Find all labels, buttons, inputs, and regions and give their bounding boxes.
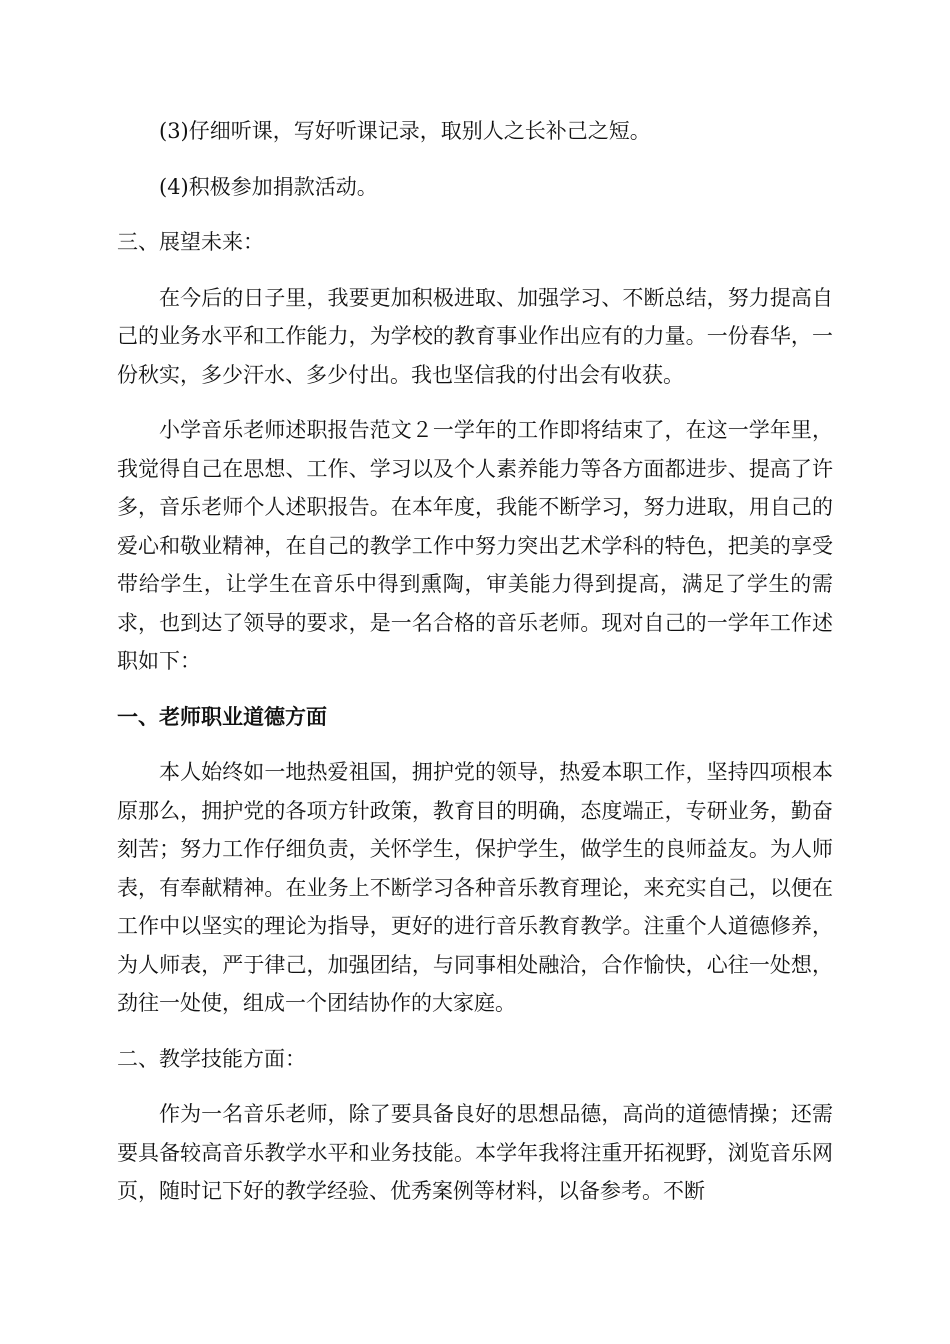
paragraph-report-intro: 小学音乐老师述职报告范文２一学年的工作即将结束了，在这一学年里，我觉得自己在思想、工作、学习以及个人素养能力等各方面都进步、提高了许多，音乐老师个人述职报告。在本年度，我能不断学习，努力进取，用自己的爱心和敬业精神，在自己的教学工作中努力突出艺术学科的特色，把美的享受带给学生，让学生在音乐中得到熏陶，审美能力得到提高，满足了学生的需求，也到达了领导的要求，是一名合格的音乐老师。现对自己的一学年工作述职如下：: [117, 418, 833, 673]
paragraph-ethics: 本人始终如一地热爱祖国，拥护党的领导，热爱本职工作，坚持四项根本原那么，拥护党的各项方针政策，教育目的明确，态度端正，专研业务，勤奋刻苦；努力工作仔细负责，关怀学生，保护学生，做学生的良师益友。为人师表，有奉献精神。在业务上不断学习各种音乐教育理论，来充实自己，以便在工作中以坚实的理论为指导，更好的进行音乐教育教学。注重个人道德修养，为人师表，严于律己，加强团结，与同事相处融洽，合作愉快，心往一处想，劲往一处使，组成一个团结协作的大家庭。: [117, 760, 833, 1015]
list-item-donation: (4)积极参加捐款活动。: [159, 174, 378, 199]
document-body: [117, 112, 833, 1228]
section-heading-skills: 二、教学技能方面：: [117, 1046, 306, 1071]
section-heading-ethics: 一、老师职业道德方面: [117, 704, 327, 729]
paragraph-outlook: 在今后的日子里，我要更加积极进取、加强学习、不断总结，努力提高自己的业务水平和工作能力，为学校的教育事业作出应有的力量。一份春华，一份秋实，多少汗水、多少付出。我也坚信我的付出会有收获。: [117, 285, 833, 387]
section-heading-outlook: 三、展望未来：: [117, 230, 264, 254]
paragraph-skills: 作为一名音乐老师，除了要具备良好的思想品德，高尚的道德情操；还需要具备较高音乐教学水平和业务技能。本学年我将注重开拓视野，浏览音乐网页，随时记下好的教学经验、优秀案例等材料，以备参考。不断: [117, 1102, 833, 1203]
list-item-listen-class: (3)仔细听课，写好听课记录，取别人之长补己之短。: [159, 119, 651, 143]
